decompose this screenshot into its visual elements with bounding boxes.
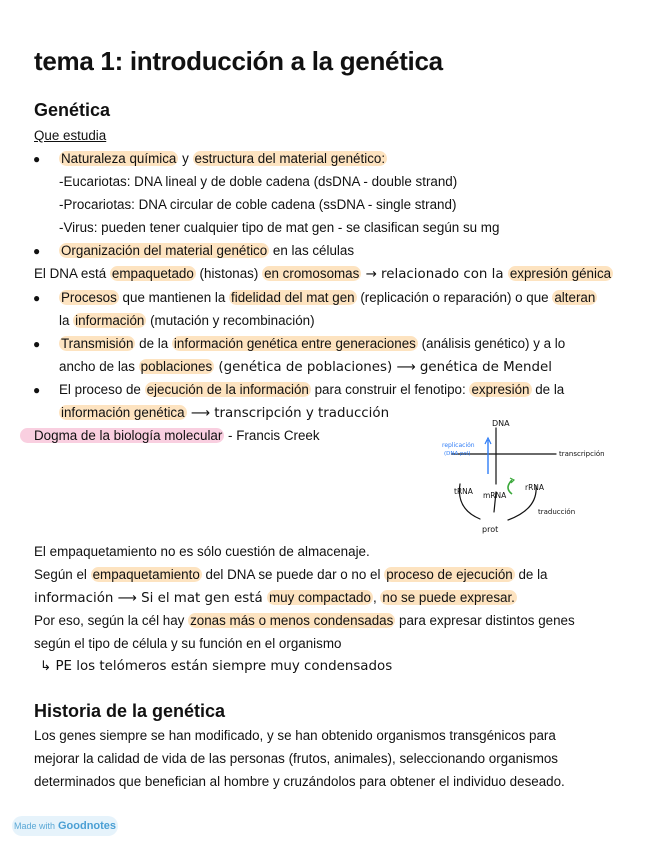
highlight: Procesos bbox=[61, 290, 117, 305]
text-span: para expresar distintos genes bbox=[395, 613, 575, 628]
badge-brand: Goodnotes bbox=[57, 820, 117, 832]
text-line: ↳ PE los telómeros están siempre muy condensados bbox=[40, 659, 393, 674]
text-line bbox=[59, 335, 565, 353]
text-span: El DNA está bbox=[34, 266, 110, 281]
text-span: ancho de las bbox=[59, 359, 139, 374]
highlight: expresión génica bbox=[509, 266, 612, 281]
label-rrna: rRNA bbox=[525, 483, 545, 492]
made-with-goodnotes-badge bbox=[12, 816, 118, 836]
highlight: poblaciones bbox=[140, 359, 213, 374]
label-replicacion: replicación bbox=[442, 442, 475, 449]
bullet: ● bbox=[33, 337, 41, 351]
text-span: para construir el fenotipo: bbox=[310, 382, 470, 397]
highlight: información genética bbox=[61, 405, 185, 420]
text-span: de la bbox=[514, 567, 548, 582]
text-line bbox=[34, 566, 548, 584]
text-span: Por eso, según la cél hay bbox=[34, 613, 189, 628]
label-trna: tRNA bbox=[454, 487, 473, 496]
highlight: empaquetamiento bbox=[92, 567, 200, 582]
dogma-diagram bbox=[438, 414, 618, 538]
text-span: de la bbox=[135, 336, 172, 351]
highlight: en cromosomas bbox=[264, 266, 360, 281]
text-span: del DNA se puede dar o no el bbox=[201, 567, 385, 582]
badge-made-with: Made with bbox=[13, 821, 55, 831]
bullet: ● bbox=[33, 383, 41, 397]
text-span: (replicación o reparación) o que bbox=[356, 290, 553, 305]
label-dna: DNA bbox=[492, 419, 510, 428]
label-traduccion: traducción bbox=[538, 508, 576, 516]
text-line bbox=[34, 265, 613, 284]
highlight: proceso de ejecución bbox=[386, 567, 513, 582]
highlight: Transmisión bbox=[61, 336, 134, 351]
section-heading-genetica: Genética bbox=[34, 100, 111, 120]
text-line: determinados que benefician al hombre y cruzándolos para obtener el individuo deseado. bbox=[34, 774, 565, 789]
text-span: (mutación y recombinación) bbox=[146, 313, 315, 328]
highlight: no se puede expresar. bbox=[382, 590, 515, 605]
text-line bbox=[59, 150, 387, 168]
text-line: Los genes siempre se han modificado, y se han obtenido organismos transgénicos para bbox=[34, 728, 556, 743]
text-span: información ⟶ Si el mat gen está bbox=[34, 591, 267, 606]
text-span: y bbox=[178, 151, 193, 166]
highlight: estructura del material genético: bbox=[194, 151, 386, 166]
text-span: , bbox=[372, 590, 381, 605]
highlight: muy compactado bbox=[268, 590, 371, 605]
text-line bbox=[59, 242, 354, 260]
text-span: → relacionado con la bbox=[361, 267, 508, 282]
text-span: en las células bbox=[269, 243, 355, 258]
bullet: ● bbox=[33, 291, 41, 305]
text-span: (genética de poblaciones) ⟶ genética de Mendel bbox=[214, 360, 552, 375]
highlight: empaquetado bbox=[111, 266, 194, 281]
text-span: - Francis Creek bbox=[224, 428, 320, 443]
highlight: alteran bbox=[554, 290, 596, 305]
text-line bbox=[59, 381, 564, 399]
highlight: fidelidad del mat gen bbox=[231, 290, 355, 305]
text-span: la bbox=[59, 313, 74, 328]
label-prot: prot bbox=[482, 525, 499, 534]
text-line bbox=[59, 289, 597, 307]
text-line: -Eucariotas: DNA lineal y de doble cadena (dsDNA - double strand) bbox=[59, 174, 458, 189]
highlight-pink: Dogma de la biología molecular bbox=[20, 428, 224, 443]
label-mrna: mRNA bbox=[483, 491, 507, 500]
text-line: según el tipo de célula y su función en el organismo bbox=[34, 636, 342, 651]
highlight: Organización del material genético bbox=[61, 243, 268, 258]
bullet: ● bbox=[33, 244, 41, 258]
highlight: expresión bbox=[471, 382, 530, 397]
text-span: de la bbox=[531, 382, 565, 397]
highlight: zonas más o menos condensadas bbox=[190, 613, 394, 628]
text-span: que mantienen la bbox=[118, 290, 230, 305]
highlight: Naturaleza química bbox=[61, 151, 177, 166]
text-line bbox=[59, 404, 389, 423]
text-line bbox=[59, 312, 315, 330]
bullet: ● bbox=[33, 152, 41, 166]
text-span: (histonas) bbox=[195, 266, 263, 281]
text-span: Según el bbox=[34, 567, 91, 582]
label-dna-pol: (DNA pol) bbox=[444, 451, 471, 457]
text-span: (análisis genético) y a lo bbox=[417, 336, 566, 351]
text-line: -Procariotas: DNA circular de coble cadena (ssDNA - single strand) bbox=[59, 197, 457, 212]
highlight: ejecución de la información bbox=[146, 382, 309, 397]
text-line bbox=[34, 589, 517, 608]
text-line: El empaquetamiento no es sólo cuestión de almacenaje. bbox=[34, 544, 370, 559]
highlight: información genética entre generaciones bbox=[173, 336, 416, 351]
label-transcripcion: transcripción bbox=[559, 450, 605, 458]
subheading-que-estudia: Que estudia bbox=[34, 128, 107, 143]
text-line bbox=[59, 358, 552, 377]
text-line: mejorar la calidad de vida de las personas (frutos, animales), seleccionando organismos bbox=[34, 751, 558, 766]
text-span: ⟶ transcripción y traducción bbox=[186, 406, 390, 421]
text-line bbox=[20, 427, 320, 445]
text-line: -Virus: pueden tener cualquier tipo de mat gen - se clasifican según su mg bbox=[59, 220, 500, 235]
text-span: El proceso de bbox=[59, 382, 145, 397]
highlight: información bbox=[75, 313, 145, 328]
text-line bbox=[34, 612, 575, 630]
section-heading-historia: Historia de la genética bbox=[34, 701, 226, 721]
page-title: tema 1: introducción a la genética bbox=[34, 46, 443, 76]
